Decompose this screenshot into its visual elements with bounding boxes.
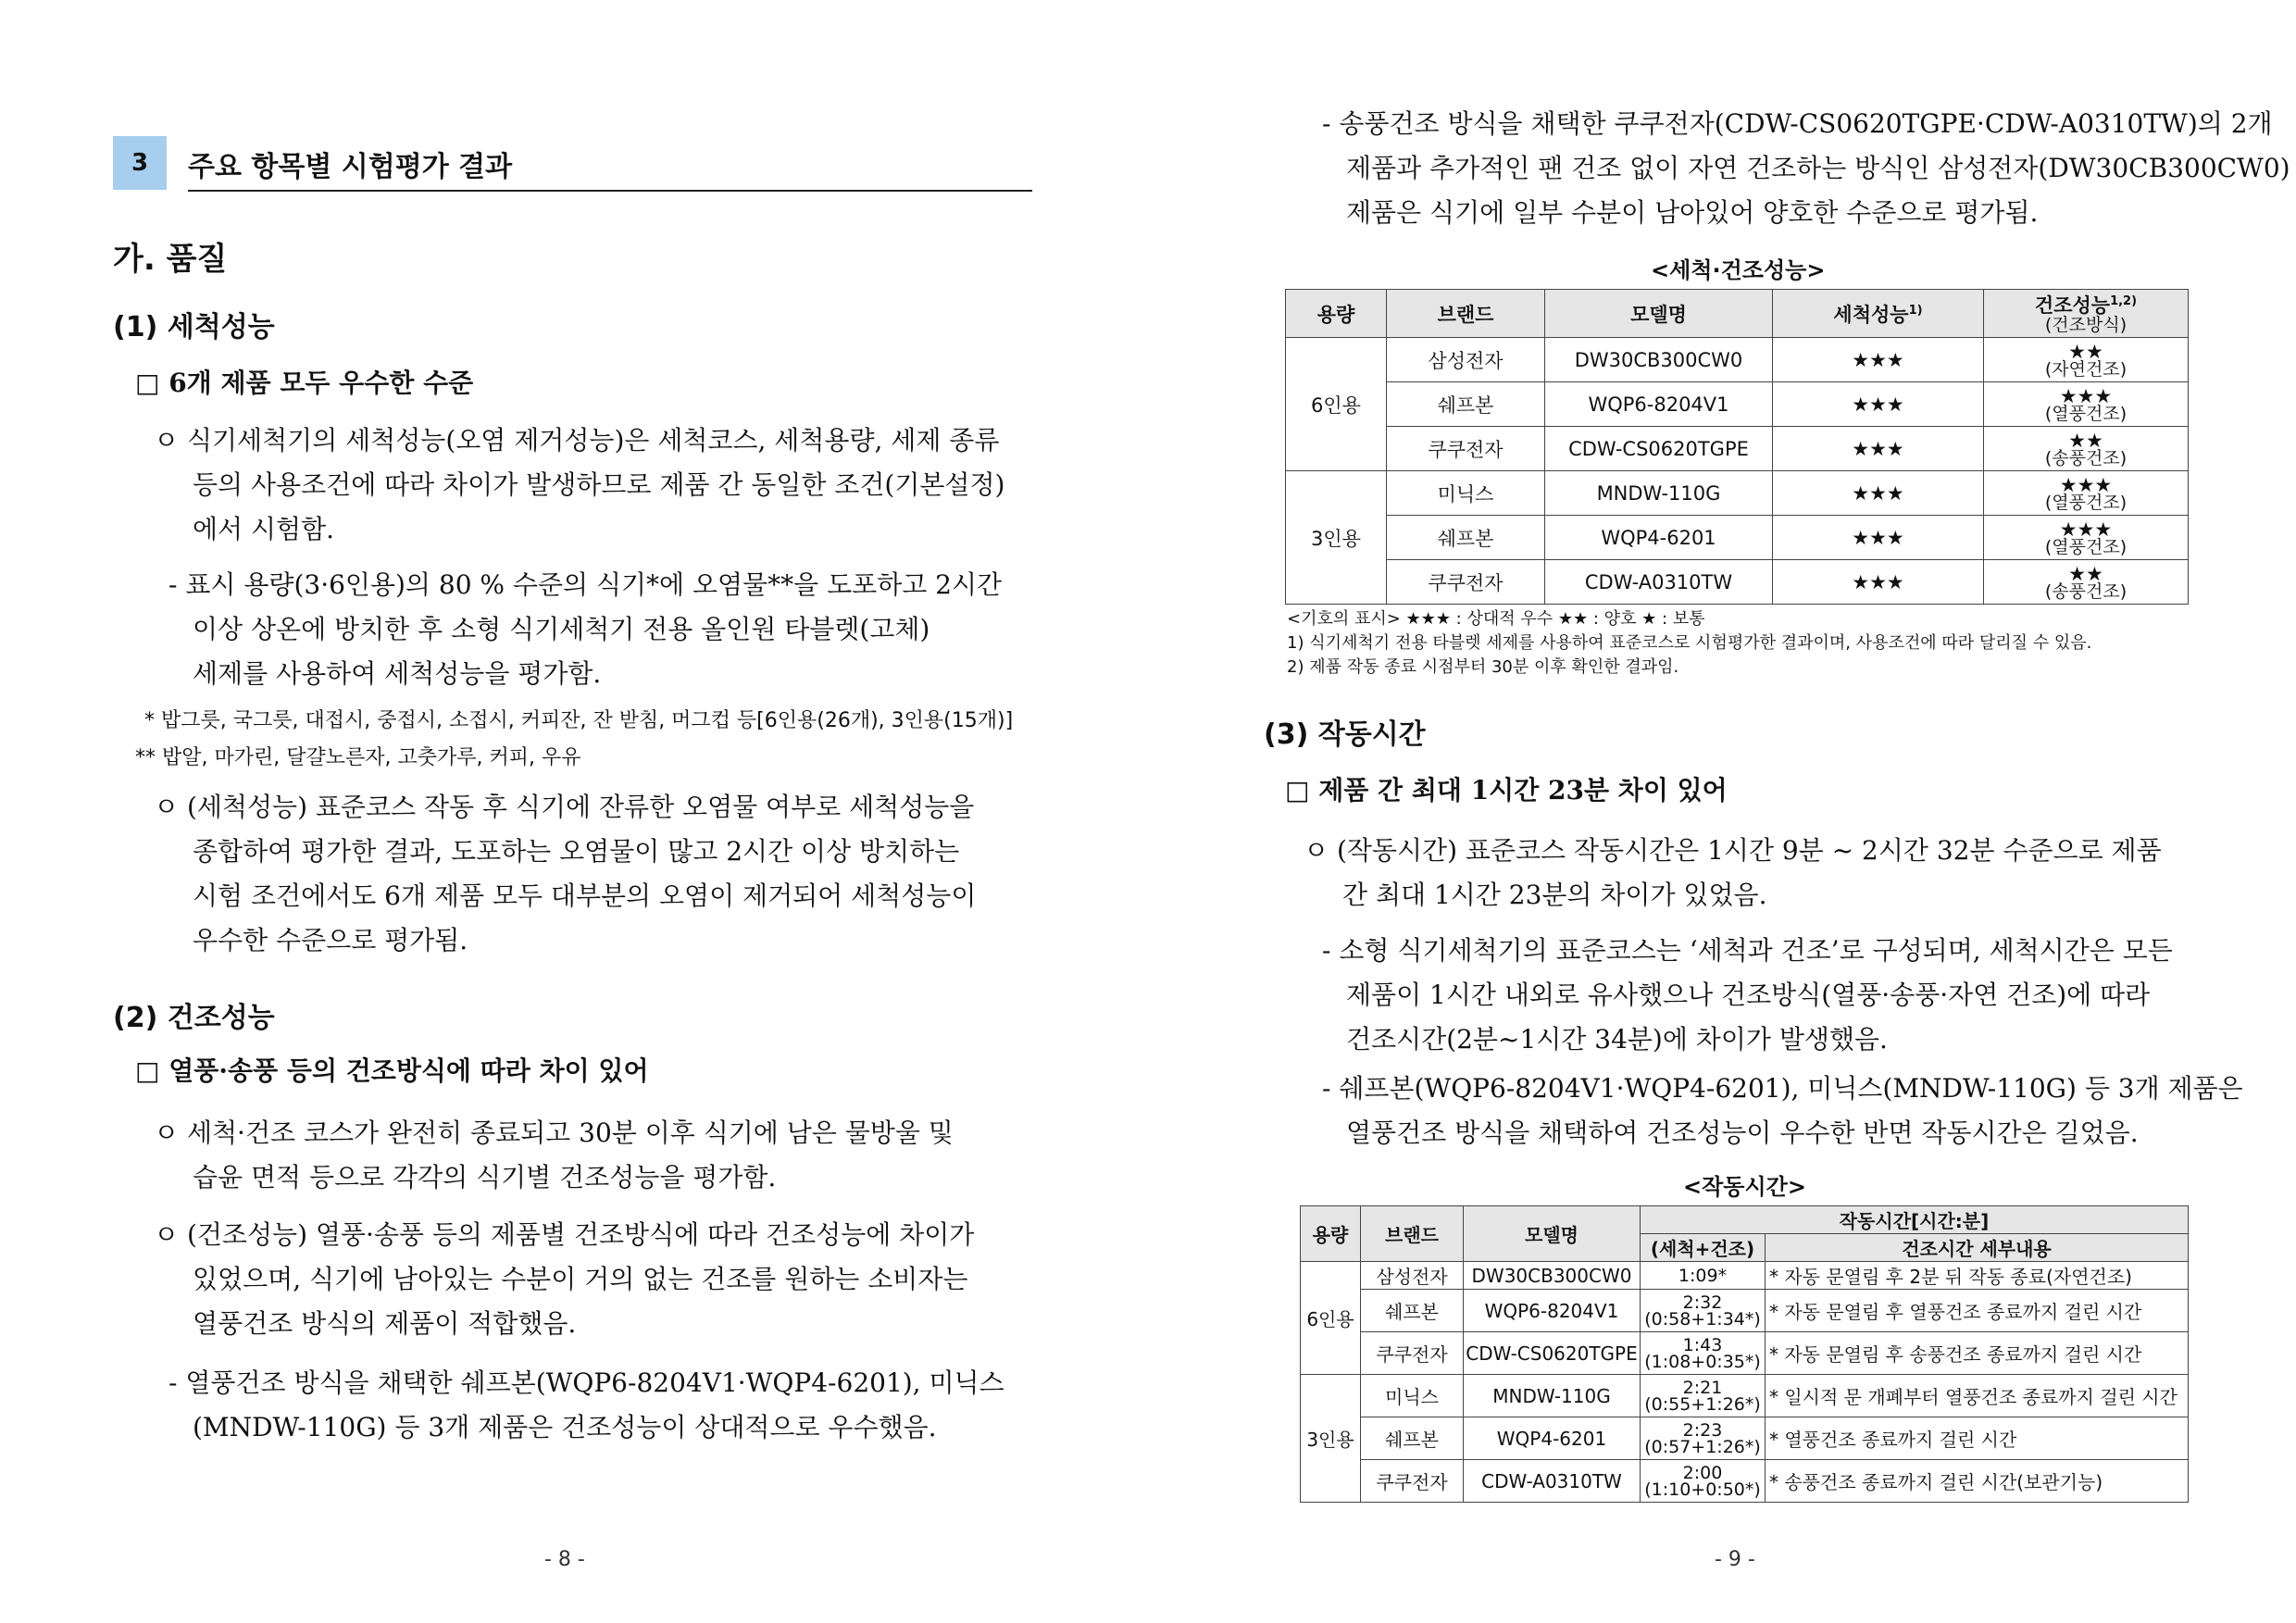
cell-time: 2:21 (0:55+1:26*) [1641,1375,1766,1417]
paragraph-operating-time: ㅇ (작동시간) 표준코스 작동시간은 1시간 9분 ~ 2시간 32분 수준으로 제품 간 최대 1시간 23분의 차이가 있었음. [1304,835,2162,910]
cell-brand: 쿠쿠전자 [1361,1332,1464,1375]
cell-dry: ★★ (자연건조) [1984,338,2189,382]
section-title: 주요 항목별 시험평가 결과 [188,151,513,183]
cell-model: WQP6-8204V1 [1545,382,1773,427]
footnote-contaminants: ** 밥알, 마가린, 달걀노른자, 고춧가루, 커피, 우유 [135,746,581,769]
paragraph-drying-result: ㅇ (건조성능) 열풍·송풍 등의 제품별 건조방식에 따라 건조성능에 차이가 있었으며, 식기에 남아있는 수분이 거의 없는 건조를 원하는 소비자는 열풍건조 방식의 제품이 적합했음. [154,1219,975,1339]
cell-detail: * 자동 문열림 후 열풍건조 종료까지 걸린 시간 [1766,1290,2189,1332]
table-row [1286,471,2189,516]
cell-detail: * 열풍건조 종료까지 걸린 시간 [1766,1417,2189,1460]
cell-model: WQP6-8204V1 [1464,1290,1641,1332]
table-row [1286,560,2189,605]
table-wash-dry-performance [1285,289,2189,605]
cell-model: DW30CB300CW0 [1545,338,1773,382]
cell-wash: ★★★ [1773,338,1984,382]
cell-brand: 삼성전자 [1387,338,1545,382]
table-row [1286,516,2189,560]
col-detail: 건조시간 세부내용 [1766,1234,2189,1262]
cell-model: DW30CB300CW0 [1464,1262,1641,1290]
table-note-1: 1) 식기세척기 전용 타블렛 세제를 사용하여 표준코스로 시험평가한 결과이며, 사용조건에 따라 달리질 수 있음. [1287,633,2092,653]
table-row [1286,338,2189,382]
table-header-row [1301,1206,2189,1234]
table-note-2: 2) 제품 작동 종료 시점부터 30분 이후 확인한 결과임. [1287,657,1679,677]
cell-wash: ★★★ [1773,560,1984,605]
col-dry: 건조성능$^{1,2)}$ (건조방식) [1984,290,2189,338]
cell-brand: 쉐프본 [1361,1290,1464,1332]
col-brand: 브랜드 [1361,1206,1464,1262]
table-caption-operating-time: <작동시간> [1683,1174,1806,1200]
cell-capacity: 6인용 [1286,338,1387,471]
table-operating-time [1300,1205,2189,1503]
col-capacity: 용량 [1286,290,1387,338]
cell-dry: ★★★ (열풍건조) [1984,516,2189,560]
heading-quality: 가. 품질 [113,241,228,278]
cell-model: MNDW-110G [1545,471,1773,516]
page-number-right: - 9 - [1715,1548,1755,1571]
section-number-badge: 3 [113,136,167,190]
table-legend: <기호의 표시> ★★★ : 상대적 우수 ★★ : 양호 ★ : 보통 [1287,609,1705,629]
heading-operating-time: (3) 작동시간 [1264,718,1426,751]
cell-time: 1:43 (1:08+0:35*) [1641,1332,1766,1375]
cell-time: 2:00 (1:10+0:50*) [1641,1460,1766,1503]
cell-brand: 쉐프본 [1387,516,1545,560]
cell-brand: 쿠쿠전자 [1387,427,1545,471]
cell-wash: ★★★ [1773,427,1984,471]
cell-detail: * 자동 문열림 후 2분 뒤 작동 종료(자연건조) [1766,1262,2189,1290]
heading-drying-performance: (2) 건조성능 [113,1002,275,1034]
cell-dry: ★★ (송풍건조) [1984,560,2189,605]
paragraph-drying-method: ㅇ 세척·건조 코스가 완전히 종료되고 30분 이후 식기에 남은 물방울 및 습윤 면적 등으로 각각의 식기별 건조성능을 평가함. [154,1117,954,1192]
cell-brand: 쿠쿠전자 [1387,560,1545,605]
cell-model: MNDW-110G [1464,1375,1641,1417]
table-row [1301,1417,2189,1460]
table-row [1301,1375,2189,1417]
cell-brand: 미닉스 [1361,1375,1464,1417]
col-capacity: 용량 [1301,1206,1361,1262]
cell-brand: 삼성전자 [1361,1262,1464,1290]
table-row [1301,1262,2189,1290]
paragraph-hot-air-drying: - 열풍건조 방식을 채택한 쉐프본(WQP6-8204V1·WQP4-6201), 미닉스 (MNDW-110G) 등 3개 제품은 건조성능이 상대적으로 우수했음. [168,1367,1004,1442]
cell-model: WQP4-6201 [1464,1417,1641,1460]
cell-time: 1:09* [1641,1262,1766,1290]
page-number-left: - 8 - [544,1548,585,1571]
paragraph-hot-air-time: - 쉐프본(WQP6-8204V1·WQP4-6201), 미닉스(MNDW-110G) 등 3개 제품은 열풍건조 방식을 채택하여 건조성능이 우수한 반면 작동시간은 길었음. [1322,1073,2243,1148]
cell-brand: 쿠쿠전자 [1361,1460,1464,1503]
cell-wash: ★★★ [1773,516,1984,560]
cell-dry: ★★★ (열풍건조) [1984,471,2189,516]
cell-dry: ★★ (송풍건조) [1984,427,2189,471]
footnote-dishes: * 밥그릇, 국그릇, 대접시, 중접시, 소접시, 커피잔, 잔 받침, 머그컵 등[6인용(26개), 3인용(15개)] [144,709,1014,732]
heading-washing-performance: (1) 세척성능 [113,311,275,343]
cell-time: 2:32 (0:58+1:34*) [1641,1290,1766,1332]
paragraph-air-drying: - 송풍건조 방식을 채택한 쿠쿠전자(CDW-CS0620TGPE·CDW-A0310TW)의 2개 제품과 추가적인 팬 건조 없이 자연 건조하는 방식인 삼성전자(DW30CB300CW0) 제품은 식기에 일부 수분이 남아있어 양호한 수준으로 평가됨. [1322,108,2290,228]
cell-time: 2:23 (0:57+1:26*) [1641,1417,1766,1460]
col-operating-time: 작동시간[시간:분] [1641,1206,2189,1234]
table-header-row [1286,290,2189,338]
cell-brand: 쉐프본 [1387,382,1545,427]
paragraph-washing-procedure: - 표시 용량(3·6인용)의 80 % 수준의 식기*에 오염물**을 도포하고 2시간 이상 상온에 방치한 후 소형 식기세척기 전용 올인원 타블렛(고체) 세제를 사용하여 세척성능을 평가함. [168,569,1003,689]
cell-capacity: 3인용 [1301,1375,1361,1503]
col-wash: 세척성능$^{1)}$ [1773,290,1984,338]
table-row [1301,1460,2189,1503]
table-row [1301,1332,2189,1375]
cell-detail: * 자동 문열림 후 송풍건조 종료까지 걸린 시간 [1766,1332,2189,1375]
cell-wash: ★★★ [1773,471,1984,516]
cell-detail: * 송풍건조 종료까지 걸린 시간(보관기능) [1766,1460,2189,1503]
section-title-underline [188,190,1032,192]
table-row [1286,382,2189,427]
table-caption-wash-dry: <세척·건조성능> [1651,257,1826,283]
summary-box-washing: □ 6개 제품 모두 우수한 수준 [135,368,474,398]
table-row [1301,1290,2189,1332]
cell-model: CDW-CS0620TGPE [1545,427,1773,471]
paragraph-washing-result: ㅇ (세척성능) 표준코스 작동 후 식기에 잔류한 오염물 여부로 세척성능을 종합하여 평가한 결과, 도포하는 오염물이 많고 2시간 이상 방치하는 시험 조건에서도 6개 제품 모두 대부분의 오염이 제거되어 세척성능이 우수한 수준으로 평가됨. [154,792,977,955]
cell-model: CDW-A0310TW [1464,1460,1641,1503]
col-model: 모델명 [1545,290,1773,338]
summary-box-operating-time: □ 제품 간 최대 1시간 23분 차이 있어 [1285,775,1728,805]
table-row [1286,427,2189,471]
cell-model: WQP4-6201 [1545,516,1773,560]
col-brand: 브랜드 [1387,290,1545,338]
cell-brand: 미닉스 [1387,471,1545,516]
cell-capacity: 3인용 [1286,471,1387,605]
col-model: 모델명 [1464,1206,1641,1262]
cell-dry: ★★★ (열풍건조) [1984,382,2189,427]
paragraph-washing-method: ㅇ 식기세척기의 세척성능(오염 제거성능)은 세척코스, 세척용량, 세제 종류 등의 사용조건에 따라 차이가 발생하므로 제품 간 동일한 조건(기본설정) 에서 시험함. [154,425,1005,544]
paragraph-standard-course: - 소형 식기세척기의 표준코스는 ‘세척과 건조’로 구성되며, 세척시간은 모든 제품이 1시간 내외로 유사했으나 건조방식(열풍·송풍·자연 건조)에 따라 건조시간(2분~1시간 34분)에 차이가 발생했음. [1322,935,2173,1055]
cell-model: CDW-CS0620TGPE [1464,1332,1641,1375]
col-wash-dry: (세척+건조) [1641,1234,1766,1262]
summary-box-drying: □ 열풍·송풍 등의 건조방식에 따라 차이 있어 [135,1055,649,1086]
cell-wash: ★★★ [1773,382,1984,427]
cell-brand: 쉐프본 [1361,1417,1464,1460]
cell-detail: * 일시적 문 개폐부터 열풍건조 종료까지 걸린 시간 [1766,1375,2189,1417]
cell-capacity: 6인용 [1301,1262,1361,1375]
cell-model: CDW-A0310TW [1545,560,1773,605]
